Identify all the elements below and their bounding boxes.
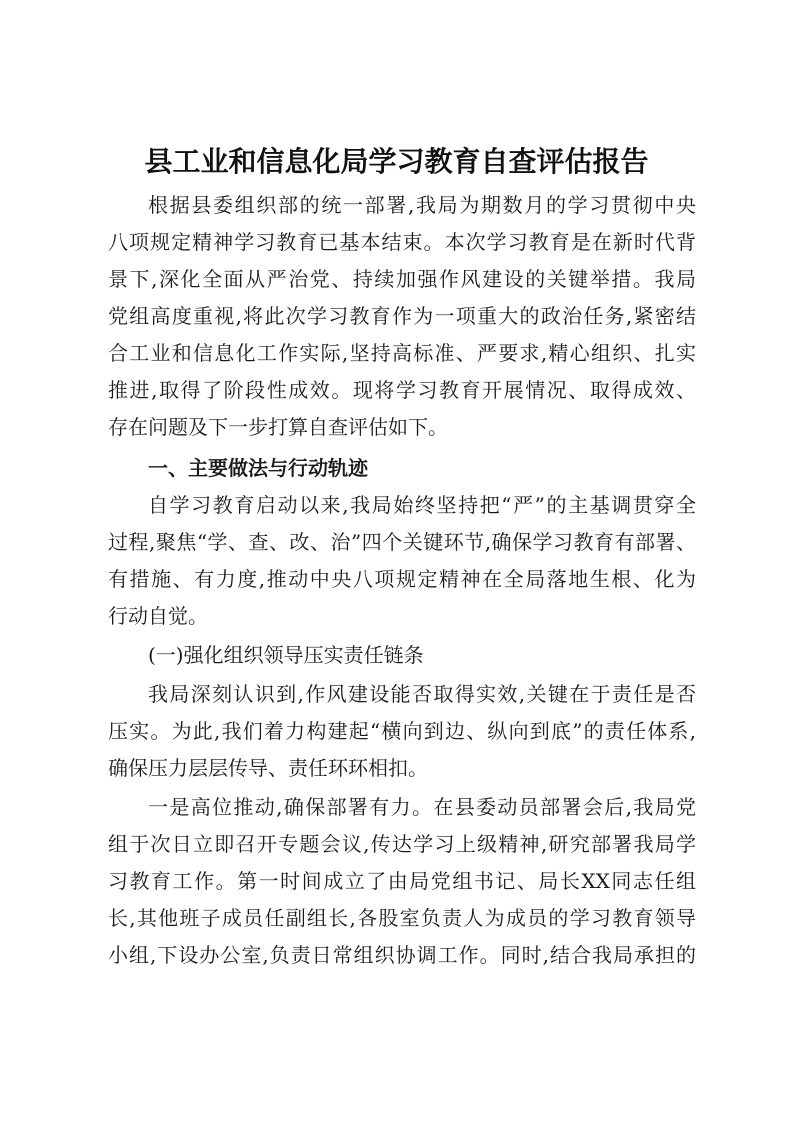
paragraph-line: 八项规定精神学习教育已基本结束。本次学习教育是在新时代背 bbox=[108, 230, 696, 254]
section-heading: 一、主要做法与行动轨迹 bbox=[148, 456, 368, 480]
paragraph-line: 压实。为此,我们着力构建起“横向到边、纵向到底”的责任体系, bbox=[108, 719, 696, 743]
paragraph-line: 推进,取得了阶段性成效。现将学习教育开展情况、取得成效、 bbox=[108, 378, 696, 402]
paragraph-line: 行动自觉。 bbox=[108, 604, 208, 628]
document-title: 县工业和信息化局学习教育自查评估报告 bbox=[144, 145, 649, 178]
paragraph-line: 确保压力层层传导、责任环环相扣。 bbox=[108, 756, 428, 780]
paragraph-line: 习教育工作。第一时间成立了由局党组书记、局长XX同志任组 bbox=[108, 869, 696, 893]
paragraph-line: 有措施、有力度,推动中央八项规定精神在全局落地生根、化为 bbox=[108, 567, 696, 591]
paragraph-line: 组于次日立即召开专题会议,传达学习上级精神,研究部署我局学 bbox=[108, 832, 696, 856]
paragraph-line: 长,其他班子成员任副组长,各股室负责人为成员的学习教育领导 bbox=[108, 906, 696, 930]
paragraph-line: 党组高度重视,将此次学习教育作为一项重大的政治任务,紧密结 bbox=[108, 304, 696, 328]
subsection-heading: (一)强化组织领导压实责任链条 bbox=[148, 643, 424, 667]
paragraph-line: 合工业和信息化工作实际,坚持高标准、严要求,精心组织、扎实 bbox=[108, 341, 696, 365]
paragraph-line: 我局深刻认识到,作风建设能否取得实效,关键在于责任是否 bbox=[148, 682, 696, 706]
paragraph-line: 存在问题及下一步打算自查评估如下。 bbox=[108, 415, 448, 439]
paragraph-line: 景下,深化全面从严治党、持续加强作风建设的关键举措。我局 bbox=[108, 267, 696, 291]
paragraph-line: 自学习教育启动以来,我局始终坚持把“严”的主基调贯穿全 bbox=[148, 493, 696, 517]
paragraph-line: 一是高位推动,确保部署有力。在县委动员部署会后,我局党 bbox=[148, 795, 696, 819]
paragraph-line: 根据县委组织部的统一部署,我局为期数月的学习贯彻中央 bbox=[148, 193, 696, 217]
paragraph-line: 过程,聚焦“学、查、改、治”四个关键环节,确保学习教育有部署、 bbox=[108, 530, 696, 554]
paragraph-line: 小组,下设办公室,负责日常组织协调工作。同时,结合我局承担的 bbox=[108, 943, 696, 967]
